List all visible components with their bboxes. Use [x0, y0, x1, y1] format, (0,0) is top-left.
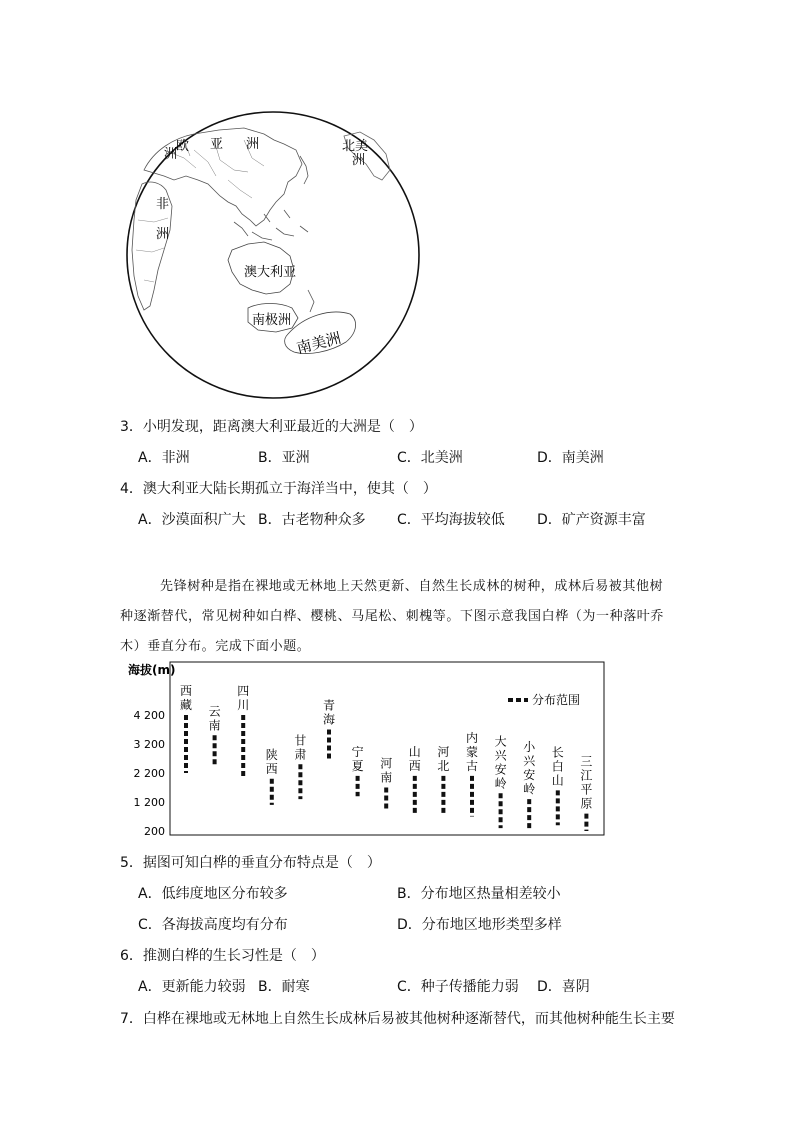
question-4-option-c[interactable]: C．平均海拔较低: [397, 512, 505, 528]
category-label: 四川: [237, 684, 250, 712]
category-label: 大兴安岭: [494, 734, 507, 791]
question-6-stem: 6．推测白桦的生长习性是（ ）: [120, 948, 325, 964]
category-label: 河南: [380, 756, 393, 785]
y-tick-label: 2 200: [133, 767, 165, 780]
label-asia-1: 亚: [210, 137, 224, 152]
y-tick-label: 1 200: [133, 796, 165, 809]
label-north-america: 北美: [342, 139, 369, 154]
question-5-option-b[interactable]: B．分布地区热量相差较小: [397, 886, 561, 902]
question-6-option-d[interactable]: D．喜阴: [537, 979, 590, 995]
category-label: 西藏: [179, 684, 193, 712]
category-label: 陕西: [265, 747, 278, 776]
category-label: 宁夏: [351, 744, 364, 773]
label-north-america-2: 洲: [352, 153, 366, 168]
y-axis-ticks: [134, 709, 166, 838]
legend-label: 分布范围: [532, 693, 581, 707]
question-4-option-b[interactable]: B．古老物种众多: [258, 512, 366, 528]
question-6-option-a[interactable]: A．更新能力较弱: [138, 979, 246, 995]
y-tick-label: 4 200: [133, 709, 165, 722]
label-australia: 澳大利亚: [244, 265, 297, 280]
y-tick-label: 200: [144, 825, 165, 838]
world-map: [124, 110, 424, 400]
question-5-stem: 5．据图可知白桦的垂直分布特点是（ ）: [120, 855, 381, 871]
passage-line-3: 木）垂直分布。完成下面小题。: [120, 639, 311, 654]
label-asia-2: 洲: [246, 137, 260, 152]
category-label: 山西: [408, 744, 421, 773]
category-label: 甘肃: [294, 733, 307, 762]
category-label: 小兴安岭: [523, 740, 536, 797]
question-3-option-a[interactable]: A．非洲: [138, 450, 190, 466]
label-south-america: 南美洲: [294, 328, 343, 358]
category-label: 内蒙古: [465, 730, 479, 773]
label-europe-2: 洲: [164, 147, 178, 162]
question-4-option-a[interactable]: A．沙漠面积广大: [138, 512, 246, 528]
chart-frame: [170, 662, 604, 835]
question-7-stem: 7．白桦在裸地或无林地上自然生长成林后易被其他树种逐渐替代，而其他树种能生长主要: [120, 1011, 675, 1027]
category-label: 河北: [437, 744, 450, 773]
question-3-stem: 3．小明发现，距离澳大利亚最近的大洲是（ ）: [120, 419, 423, 435]
passage-line-1: 先锋树种是指在裸地或无林地上天然更新、自然生长成林的树种，成林后易被其他树: [160, 579, 664, 594]
category-label: 云南: [208, 704, 221, 733]
question-6-option-b[interactable]: B．耐寒: [258, 979, 310, 995]
question-3-option-c[interactable]: C．北美洲: [397, 450, 463, 466]
question-4-stem: 4．澳大利亚大陆长期孤立于海洋当中，使其（ ）: [120, 481, 437, 497]
label-africa-2: 洲: [156, 227, 170, 242]
label-antarctica: 南极洲: [252, 313, 292, 328]
birch-distribution-chart: [118, 656, 608, 838]
y-tick-label: 3 200: [133, 738, 165, 751]
question-4-option-d[interactable]: D．矿产资源丰富: [537, 512, 646, 528]
question-5-option-a[interactable]: A．低纬度地区分布较多: [138, 886, 288, 902]
question-6-option-c[interactable]: C．种子传播能力弱: [397, 979, 519, 995]
label-africa-1: 非: [156, 197, 170, 212]
question-3-option-d[interactable]: D．南美洲: [537, 450, 604, 466]
category-label: 青海: [322, 698, 336, 727]
passage-line-2: 种逐渐替代，常见树种如白桦、樱桃、马尾松、刺槐等。下图示意我国白桦（为一种落叶乔: [120, 609, 665, 624]
category-label: 长白山: [551, 745, 564, 788]
question-5-option-d[interactable]: D．分布地区地形类型多样: [397, 917, 562, 933]
label-europe: 欧: [176, 139, 190, 154]
question-3-option-b[interactable]: B．亚洲: [258, 450, 310, 466]
y-axis-label: 海拔(m): [128, 663, 176, 677]
question-5-option-c[interactable]: C．各海拔高度均有分布: [138, 917, 288, 933]
category-label: 三江平原: [580, 754, 593, 811]
